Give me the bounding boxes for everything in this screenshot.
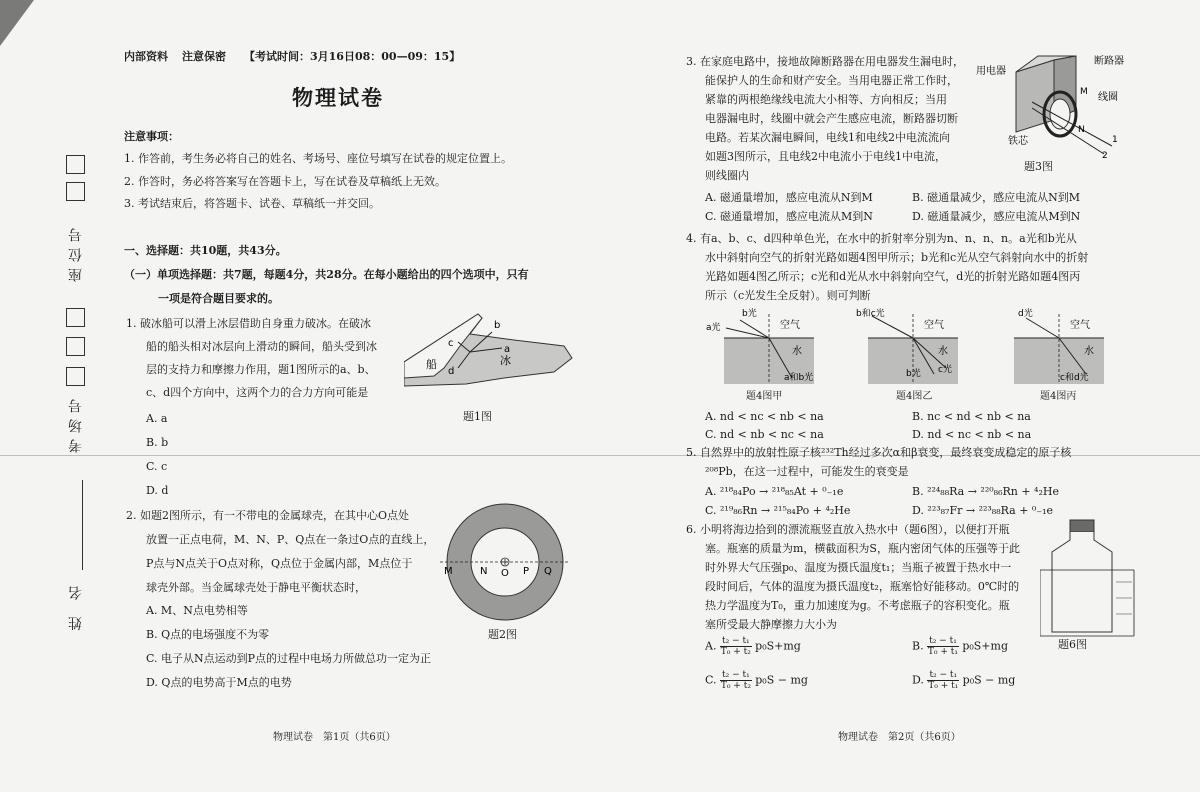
option-label: B. [912,639,924,653]
q1-stem-3: 层的支持力和摩擦力作用，题1图所示的a、b、 [146,363,376,376]
fraction [720,636,752,657]
folded-corner [0,0,34,46]
option-label: A. [705,639,717,653]
name-blank-line [82,480,83,570]
q3-option-a: A. 磁通量增加，感应电流从N到M [705,191,873,204]
label-ship: 船 [426,358,437,371]
fraction [927,636,959,657]
name-label: 姓 名 [68,580,84,631]
q3-stem-3: 紧靠的两根绝缘线电流大小相等、方向相反；当用 [705,93,947,106]
seat-box-2 [66,182,85,201]
q4-stem-2: 水中斜射向空气的折射光路如题4图甲所示；b光和c光从空气斜射向水中的折射 [705,251,1089,264]
note-3: 3. 考试结束后，将答题卡、试卷、草稿纸一并交回。 [124,197,380,210]
footer-page-2: 物理试卷 第2页（共6页） [838,732,961,743]
point-q: Q [544,566,552,577]
label-a: a [504,344,511,355]
label-top: d光 [1018,309,1033,319]
q3-stem-2: 能保护人的生命和财产安全。当用电器正常工作时， [705,74,958,87]
q4-option-b: B. nc < nd < nb < na [912,410,1031,423]
q5-stem-1: 5. 自然界中的放射性原子核²³²Th经过多次α和β衰变，最终衰变成稳定的原子核 [686,446,1072,459]
q1-caption: 题1图 [463,410,492,423]
ray-b [740,320,769,338]
denominator: T₀ + t₁ [928,681,959,691]
q4-option-d: D. nd < nc < nb < na [912,428,1032,441]
q6-stem-5: 热力学温度为T₀，重力加速度为g。不考虑瓶子的容积变化。瓶 [705,599,1010,612]
numerator: t₂ − t₁ [722,670,750,680]
q5-option-a: A. ²¹⁸₈₄Po → ²¹⁸₈₅At + ⁰₋₁e [705,485,844,498]
room-number-label: 考场号 [68,393,84,453]
q2-option-b: B. Q点的电场强度不为零 [146,628,270,641]
label-n: N [1078,125,1085,135]
q4-option-c: C. nd < nb < nc < na [705,428,824,441]
exam-time: 【考试时间：3月16日08：00—09：15】 [244,50,461,63]
seat-box-1 [66,155,85,174]
breaker-front [1016,60,1054,132]
ray-a [726,328,769,338]
q3-figure [972,50,1132,160]
q6-option-d [912,670,1015,691]
q2-option-c: C. 电子从N点运动到P点的过程中电场力所做总功一定为正 [146,652,432,665]
q2-figure [440,500,570,630]
q6-option-c [705,670,808,691]
option-tail: p₀S+mg [962,639,1008,653]
q4-caption-yi: 题4图乙 [896,391,933,402]
room-box-2 [66,337,85,356]
label-breaker: 断路器 [1094,56,1124,67]
q6-figure [1040,518,1136,638]
ray-incident [872,316,913,338]
label-wire-2: 2 [1102,151,1108,160]
numerator: t₂ − t₁ [929,636,957,646]
q3-stem-4: 电器漏电时，线圈中就会产生感应电流，断路器切断 [705,112,958,125]
q5-stem-2: ²⁰⁸Pb，在这一过程中，可能发生的衰变是 [705,465,909,478]
q6-stem-3: 时外界大气压强p₀、温度为摄氏温度t₁；当瓶子被置于热水中一 [705,561,1012,574]
label-water: 水 [938,346,948,357]
q4-option-a: A. nd < nc < nb < na [705,410,824,423]
q3-stem-7: 则线圈内 [705,169,749,182]
label-coil: 线圈 [1098,92,1118,103]
numerator: t₂ − t₁ [929,670,958,680]
option-tail: p₀S − mg [755,673,808,687]
q3-option-b: B. 磁通量减少，感应电流从N到M [912,191,1080,204]
label-top: b光 [742,309,757,319]
footer-page-1: 物理试卷 第1页（共6页） [273,732,396,743]
bottle-cork [1070,520,1094,532]
label-bottom: a和b光 [784,373,814,383]
fraction [720,670,752,691]
note-2: 2. 作答时，务必将答案写在答题卡上，写在试卷及草稿纸上无效。 [124,175,446,188]
q6-stem-2: 塞。瓶塞的质量为m，横截面积为S，瓶内密闭气体的压强等于此 [705,542,1020,555]
denominator: T₀ + t₂ [720,681,751,691]
q4-fig-bing [996,308,1106,384]
q1-option-b: B. b [146,436,169,449]
q2-option-d: D. Q点的电势高于M点的电势 [146,676,292,689]
q6-option-a [705,636,801,657]
label-water: 水 [1084,346,1094,357]
ray-d [1026,318,1059,338]
q4-fig-jia [706,308,816,384]
q2-stem-3: P点与N点关于O点对称，Q点位于金属内部，M点位于 [146,557,413,570]
section-heading: 一、选择题：共10题，共43分。 [124,244,287,257]
q1-stem-2: 船的船头相对冰层向上滑动的瞬间，船头受到冰 [146,340,377,353]
q6-stem-6: 塞所受最大静摩擦力大小为 [705,618,837,631]
q6-stem-4: 段时间后，气体的温度为摄氏温度t₂，瓶塞恰好能移动。0℃时的 [705,580,1020,593]
q5-option-b: B. ²²⁴₈₈Ra → ²²⁰₈₆Rn + ⁴₂He [912,485,1059,498]
option-tail: p₀S − mg [962,673,1016,687]
label-c: c [448,338,454,349]
q1-figure [404,306,574,400]
q2-stem-1: 2. 如题2图所示，有一不带电的金属球壳，在其中心O点处 [126,509,410,522]
point-n: N [480,566,488,577]
point-m: M [444,566,453,577]
point-p: P [523,566,530,577]
label-top: b和c光 [856,309,885,319]
label-water: 水 [792,346,802,357]
q3-stem-1: 3. 在家庭电路中，接地故障断路器在用电器发生漏电时， [686,55,964,68]
q3-option-c: C. 磁通量增加，感应电流从M到N [705,210,873,223]
numerator: t₂ − t₁ [721,636,750,646]
q1-stem-4: c、d四个方向中，这两个力的合力方向可能是 [146,386,369,399]
q6-caption: 题6图 [1058,638,1087,651]
q6-option-b [912,636,1008,657]
q1-option-d: D. d [146,484,169,497]
fraction [927,670,959,691]
bottle-body [1052,532,1112,632]
q6-stem-1: 6. 小明将海边拾到的漂流瓶竖直放入热水中（题6图），以便打开瓶 [686,523,1010,536]
q4-stem-4: 所示（c光发生全反射）。则可判断 [705,289,871,302]
q1-stem-1: 1. 破冰船可以滑上冰层借助自身重力破冰。在破冰 [126,317,371,330]
q2-stem-2: 放置一正点电荷，M、N、P、Q点在一条过O点的直线上， [146,533,435,546]
option-label: C. [705,673,717,687]
q5-option-c: C. ²¹⁹₈₆Rn → ²¹⁵₈₄Po + ⁴₂He [705,504,851,517]
label-bottom: c和d光 [1060,373,1089,383]
label-air: 空气 [1070,320,1090,331]
q2-caption: 题2图 [488,628,517,641]
note-1: 1. 作答前，考生务必将自己的姓名、考场号、座位号填写在试卷的规定位置上。 [124,152,512,165]
label-air: 空气 [924,320,944,331]
subsection-line-2: 一项是符合题目要求的。 [158,292,279,305]
label-d: d [448,366,455,377]
internal-label: 内部资料 [124,50,168,63]
label-appliance: 用电器 [976,66,1006,77]
point-o: O [501,568,509,579]
q4-stem-3: 光路如题4图乙所示；c光和d光从水中斜射向空气，d光的折射光路如题4图丙 [705,270,1081,283]
q1-option-a: A. a [146,412,168,425]
q1-option-c: C. c [146,460,168,473]
room-box-3 [66,367,85,386]
denominator: T₀ + t₂ [720,647,751,657]
q3-caption: 题3图 [1024,160,1053,173]
q2-stem-4: 球壳外部。当金属球壳处于静电平衡状态时， [146,581,366,594]
subsection-line-1: （一）单项选择题：共7题，每题4分，共28分。在每小题给出的四个选项中，只有 [124,268,529,281]
label-c: c光 [938,365,952,375]
label-wire-1: 1 [1112,135,1118,145]
q4-caption-bing: 题4图丙 [1040,391,1077,402]
label-b: b光 [906,369,921,379]
secret-label: 注意保密 [182,50,226,63]
q5-option-d: D. ²²³₈₇Fr → ²²³₈₈Ra + ⁰₋₁e [912,504,1054,517]
q3-stem-5: 电路。若某次漏电瞬间，电线1和电线2中电流流向 [705,131,950,144]
q4-stem-1: 4. 有a、b、c、d四种单色光，在水中的折射率分别为n、n、n、n。a光和b光从 [686,232,1077,245]
label-ice: 冰 [500,354,511,367]
q3-stem-6: 如题3图所示，且电线2中电流小于电线1中电流， [705,150,946,163]
option-label: D. [912,673,924,687]
label-m: M [1080,87,1088,97]
page-title: 物理试卷 [292,85,384,110]
q2-option-a: A. M、N点电势相等 [146,604,248,617]
q3-option-d: D. 磁通量减少，感应电流从M到N [912,210,1081,223]
notes-heading: 注意事项： [124,130,179,143]
label-left: a光 [706,323,721,333]
label-core: 铁芯 [1008,136,1028,147]
room-box-1 [66,308,85,327]
label-air: 空气 [780,320,800,331]
q4-fig-yi [850,308,960,384]
denominator: T₀ + t₁ [927,647,958,657]
seat-number-label: 座位号 [68,222,84,282]
option-tail: p₀S+mg [755,639,801,653]
label-b: b [494,320,501,331]
q4-caption-jia: 题4图甲 [746,391,783,402]
